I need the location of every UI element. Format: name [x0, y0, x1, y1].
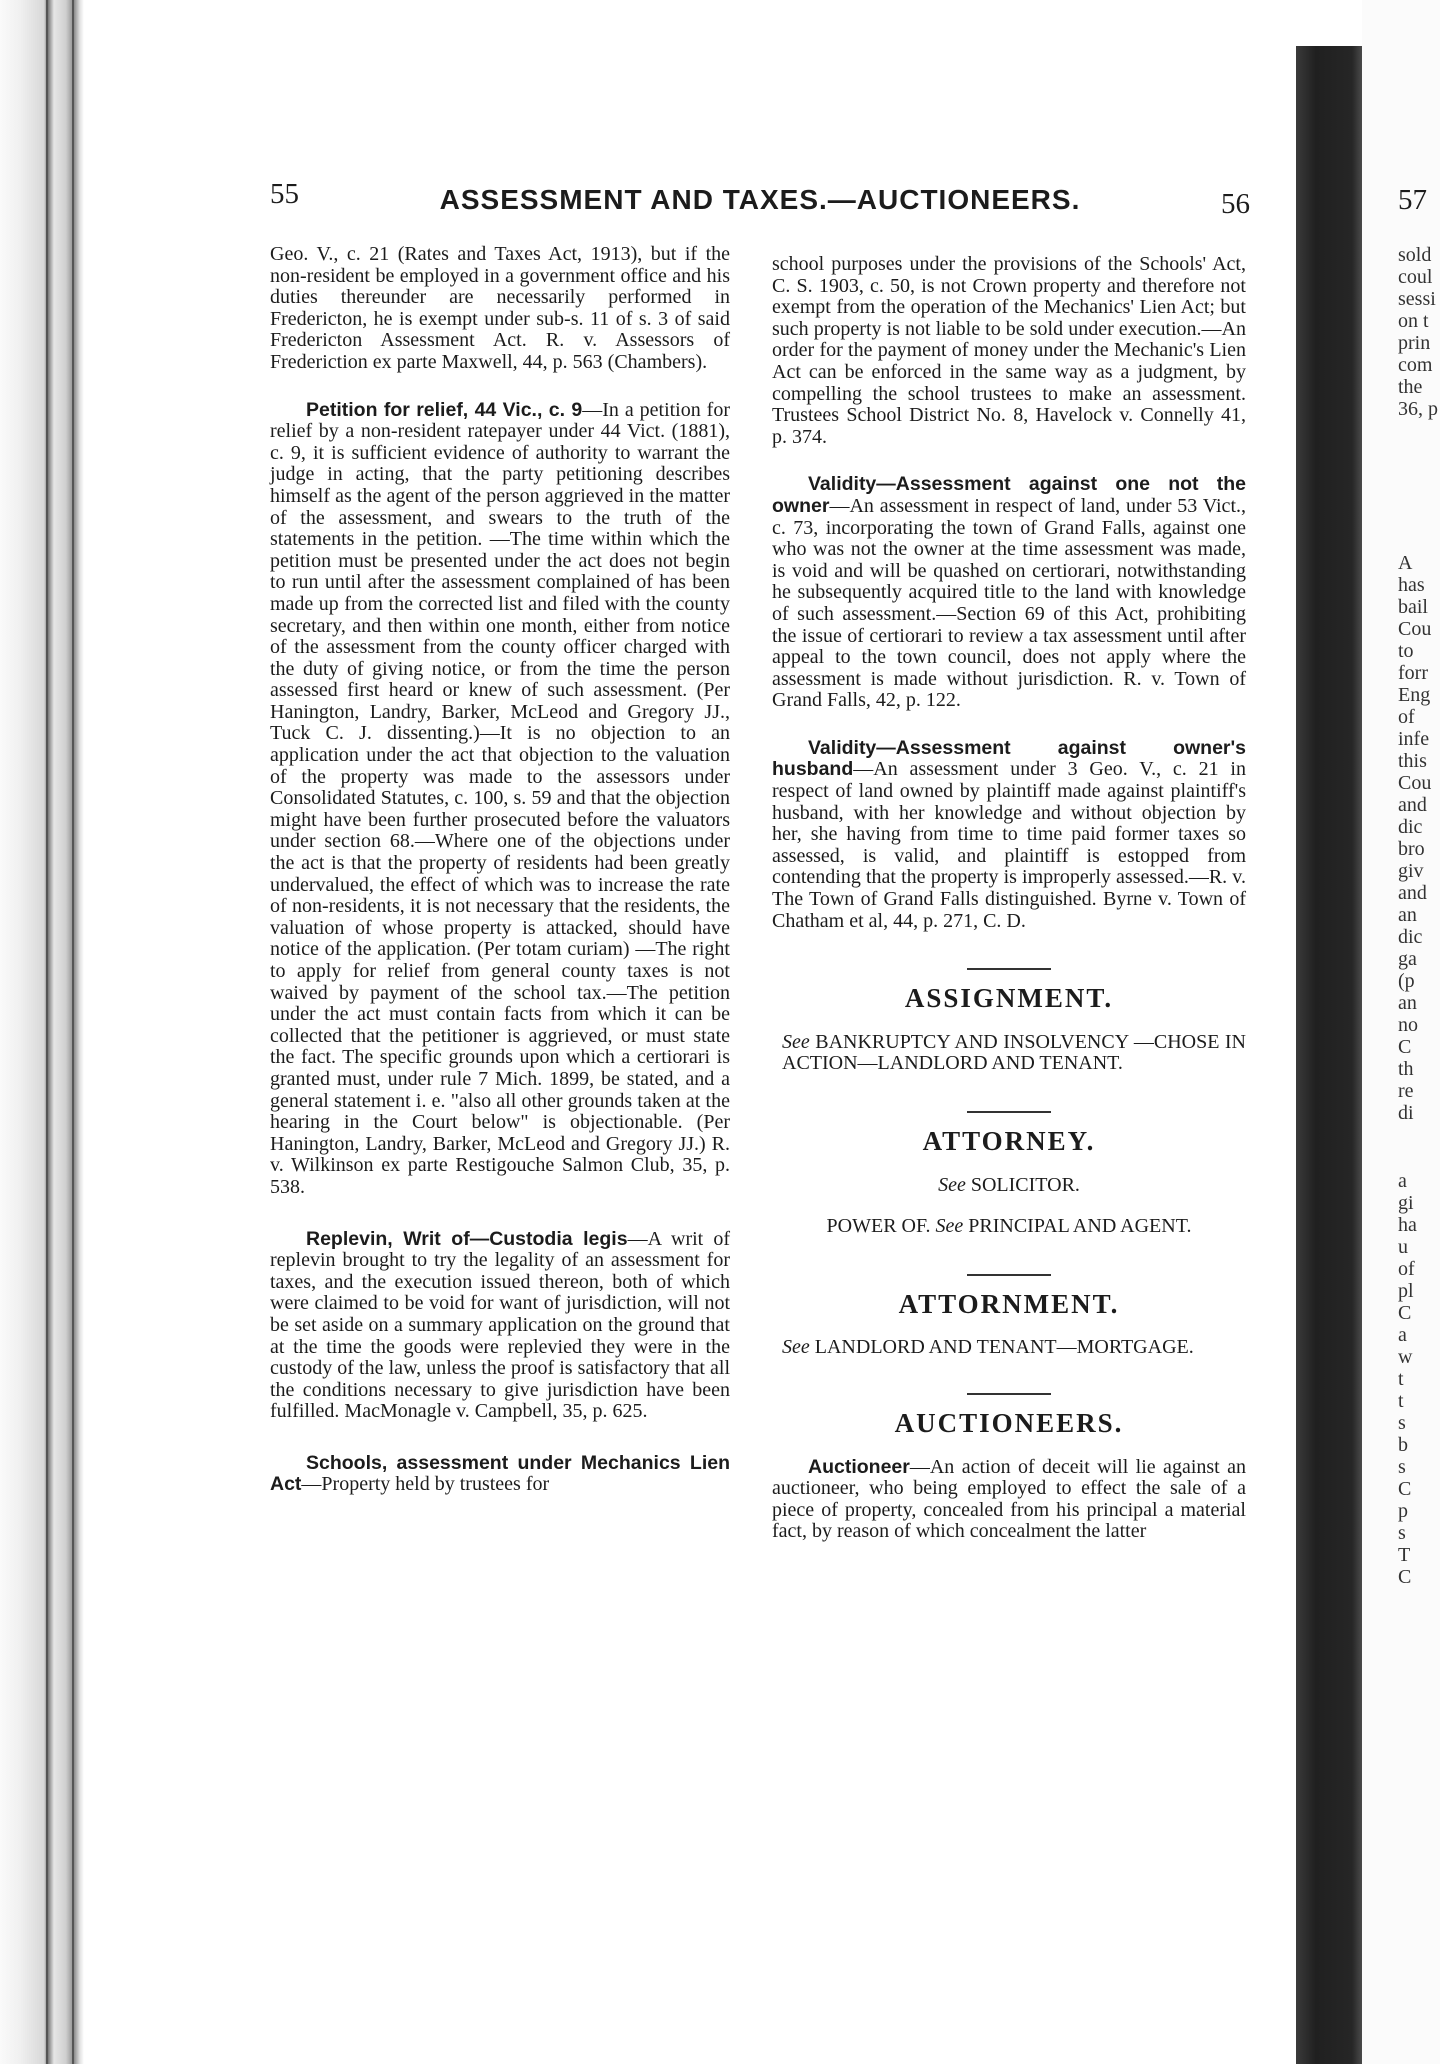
next-page-fragment: a — [1398, 1324, 1407, 1346]
next-page-fragment: Cou — [1398, 772, 1432, 794]
next-page-fragment: (p — [1398, 970, 1415, 992]
next-page-fragment: C — [1398, 1302, 1412, 1324]
next-page-fragment: ha — [1398, 1214, 1417, 1236]
cross-reference — [772, 1337, 1246, 1359]
entry-body: —An action of deceit will lie against an auctioneer, who being employed to effect the sale of a piece of property, concealed from his principal a material fact, by reason of which concealment the latter — [772, 1455, 1246, 1543]
section-divider — [967, 1111, 1051, 1113]
sub-label: POWER OF. — [826, 1215, 931, 1238]
next-page-fragment: bro — [1398, 838, 1425, 860]
cross-reference — [772, 1032, 1246, 1075]
next-page-fragment: on t — [1398, 310, 1429, 332]
entry-petition — [270, 400, 730, 1199]
next-page-fragment: of — [1398, 706, 1415, 728]
next-page-fragment: s — [1398, 1522, 1406, 1544]
see-label: See — [938, 1173, 966, 1196]
entry-auctioneer — [772, 1457, 1246, 1543]
next-page-fragment: di — [1398, 1102, 1414, 1124]
next-page-fragment: th — [1398, 1058, 1414, 1080]
next-page-fragment: infe — [1398, 728, 1430, 750]
left-column — [270, 244, 730, 1496]
next-page-fragment: sessi — [1398, 288, 1436, 310]
next-page-fragment: dic — [1398, 816, 1423, 838]
next-page-fragment: the — [1398, 376, 1423, 398]
next-page-fragment: and — [1398, 882, 1427, 904]
next-page-fragment: t — [1398, 1368, 1404, 1390]
next-page-fragment: s — [1398, 1456, 1406, 1478]
continued-paragraph: school purposes under the provisions of the Schools' Act, C. S. 1903, c. 50, is not Crown property and therefore not exempt from the operation of the Mechanics' Lien Act; but such property is not liable to be sold under execution.—An order for the payment of money under the Mechanic's Lien Act can be enforced in the same way as a judgment, by compelling the school trustees to make an assessment. Trustees School District No. 8, Havelock v. Connelly 41, p. 374. — [772, 253, 1246, 448]
next-page-fragment: prin — [1398, 332, 1431, 354]
next-page-fragment: u — [1398, 1236, 1408, 1258]
see-label: See — [782, 1336, 810, 1359]
entry-replevin — [270, 1229, 730, 1423]
page-number-right: 56 — [1221, 188, 1250, 220]
section-divider — [967, 968, 1051, 970]
reference-text: PRINCIPAL AND AGENT. — [968, 1215, 1192, 1238]
entry-heading: Schools, assessment under Mechanics Lien Act — [270, 1451, 730, 1496]
page-header — [270, 176, 1250, 220]
cross-reference — [772, 1216, 1246, 1238]
next-page-fragment: a — [1398, 1170, 1407, 1192]
next-page-fragment: an — [1398, 904, 1417, 926]
entry-body: —An assessment in respect of land, under 53 Vict., c. 73, incorporating the town of Grand Falls, against one who was not the owner at the time assessment was made, is void and will be quashed on certiorari, notwithstanding he subsequently acquired title to the land with knowledge of such assessment.—Section 69 of this Act, prohibiting the issue of certiorari to review a tax assessment until after appeal to the town council, does not apply where the assessment is made without jurisdiction. R. v. Town of Grand Falls, 42, p. 122. — [772, 494, 1246, 712]
book-binding-edge — [0, 0, 84, 2064]
next-page-fragment: Eng — [1398, 684, 1431, 706]
cross-reference — [772, 1175, 1246, 1197]
next-page-fragment: dic — [1398, 926, 1423, 948]
next-page-number: 57 — [1398, 184, 1427, 216]
entry-body: —In a petition for relief by a non-resident ratepayer under 44 Vict. (1881), c. 9, it is sufficient evidence of authority to warrant the judge in acting, that the party petitioning describes himself as the agent of the person aggrieved in the matter of the assessment, and swears to the truth of the statements in the petition. —The time within which the petition must be presented under the act does not begin to run until after the assessment complained of has been made up from the corrected list and filed with the county secretary, and then within one month, either from notice of the assessment from the county officer charged with the duty of giving notice, or from the time the person assessed first heard or knew of such assessment. (Per Hanington, Landry, Barker, McLeod and Gregory JJ., Tuck C. J. dissenting.)—It is no objection to an application under the act that objection to the valuation of the property was made to the assessors under Consolidated Statutes, c. 100, s. 59 and that the objection might have been further prosecuted before the valuators under section 68.—Where one of the objections under the act is that the property of residents had been greatly undervalued, the effect of which was to increase the rate of non-residents, it is not necessary that the residents, the valuation of whose property is attacked, should have notice of the application. (Per totam curiam) —The right to apply for relief from general county taxes is not waived by payment of the school tax.—The petition under the act must contain facts from which it can be collected that the petitioner is aggrieved, or must state the fact. The specific grounds upon which a certiorari is granted must, under rule 7 Mich. 1899, be stated, and a general statement i. e. "also all other grounds taken at the hearing in the Court below" is objectionable. (Per Hanington, Landry, Barker, McLeod and Gregory JJ.) R. v. Wilkinson ex parte Restigouche Salmon Club, 35, p. 538. — [270, 398, 730, 1198]
entry-heading: Petition for relief, 44 Vic., c. 9 — [306, 398, 583, 421]
section-divider — [967, 1274, 1051, 1276]
next-page-fragment: ga — [1398, 948, 1417, 970]
next-page-fragment: p — [1398, 1500, 1408, 1522]
reference-text: SOLICITOR. — [970, 1173, 1080, 1196]
running-title: ASSESSMENT AND TAXES.—AUCTIONEERS. — [439, 184, 1081, 215]
next-page-fragment: com — [1398, 354, 1433, 376]
section-title-assignment: ASSIGNMENT. — [904, 983, 1114, 1014]
section-divider — [967, 1393, 1051, 1395]
entry-validity-not-owner — [772, 474, 1246, 712]
next-page-fragment: and — [1398, 794, 1427, 816]
next-page-fragment: bail — [1398, 596, 1428, 618]
next-page-fragment: forr — [1398, 662, 1428, 684]
next-page-fragment: Cou — [1398, 618, 1432, 640]
next-page-fragment: re — [1398, 1080, 1414, 1102]
entry-body: —An assessment under 3 Geo. V., c. 21 in respect of land owned by plaintiff made against plaintiff's husband, with her knowledge and without objection by her, she having from time to time paid former taxes so assessed, is valid, and plaintiff is estopped from contending that the property is improperly assessed.—R. v. The Town of Grand Falls distinguished. Byrne v. Town of Chatham et al, 44, p. 271, C. D. — [772, 758, 1246, 932]
entry-body: —A writ of replevin brought to try the legality of an assessment for taxes, and the execution issued thereon, both of which were claimed to be void for want of jurisdiction, will not be set aside on a summary application on the ground that at the time the goods were replevied they were in the custody of the law, unless the proof is satisfactory that all the conditions necessary to give jurisdiction have been fulfilled. MacMonagle v. Campbell, 35, p. 625. — [270, 1227, 731, 1423]
see-label: See — [782, 1030, 810, 1053]
next-page-fragment: C — [1398, 1478, 1412, 1500]
next-page-fragment: an — [1398, 992, 1417, 1014]
next-page-fragment: no — [1398, 1014, 1418, 1036]
next-page-fragment: this — [1398, 750, 1427, 772]
entry-heading: Replevin, Writ of—Custodia legis — [306, 1227, 628, 1250]
next-page-fragment: b — [1398, 1434, 1408, 1456]
see-label: See — [935, 1215, 964, 1238]
reference-text: LANDLORD AND TENANT—MORTGAGE. — [814, 1336, 1194, 1359]
next-page-fragment: 36, p — [1398, 398, 1438, 420]
reference-text: BANKRUPTCY AND INSOLVENCY —CHOSE IN ACTION—LANDLORD AND TENANT. — [782, 1030, 1246, 1075]
next-page-fragment: to — [1398, 640, 1414, 662]
next-page-fragment: has — [1398, 574, 1425, 596]
entry-heading: Validity—Assessment against one not the owner — [772, 473, 1246, 517]
section-title-auctioneers: AUCTIONEERS. — [894, 1407, 1124, 1438]
next-page-fragment: giv — [1398, 860, 1424, 882]
next-page-fragment: sold — [1398, 244, 1432, 266]
section-title-attornment: ATTORNMENT. — [898, 1288, 1120, 1319]
next-page-fragment: coul — [1398, 266, 1433, 288]
next-page-fragment: s — [1398, 1412, 1406, 1434]
next-page-fragment: C — [1398, 1566, 1412, 1588]
next-page-fragment: of — [1398, 1258, 1415, 1280]
next-page-fragment: gi — [1398, 1192, 1414, 1214]
next-page-edge — [1362, 0, 1440, 2064]
entry-body: —Property held by trustees for — [301, 1473, 550, 1496]
section-title-attorney: ATTORNEY. — [922, 1126, 1096, 1156]
page-gutter-shadow — [1296, 46, 1362, 2064]
next-page-fragment: A — [1398, 552, 1413, 574]
next-page-fragment: w — [1398, 1346, 1413, 1368]
right-column — [772, 254, 1246, 1543]
continued-paragraph: Geo. V., c. 21 (Rates and Taxes Act, 1913), but if the non-resident be employed in a government office and his duties thereunder are necessarily performed in Fredericton, he is exempt under sub-s. 11 of s. 3 of said Fredericton Assessment Act. R. v. Assessors of Frederiction ex parte Maxwell, 44, p. 563 (Chambers). — [270, 243, 730, 373]
entry-heading: Auctioneer — [808, 1455, 910, 1478]
entry-heading: Validity—Assessment against owner's husband — [772, 736, 1246, 781]
next-page-fragment: C — [1398, 1036, 1412, 1058]
entry-schools — [270, 1453, 730, 1496]
next-page-fragment: t — [1398, 1390, 1404, 1412]
next-page-fragment: pl — [1398, 1280, 1414, 1302]
page-number-left: 55 — [270, 178, 299, 210]
next-page-fragment: T — [1398, 1544, 1411, 1566]
entry-validity-husband — [772, 738, 1246, 932]
